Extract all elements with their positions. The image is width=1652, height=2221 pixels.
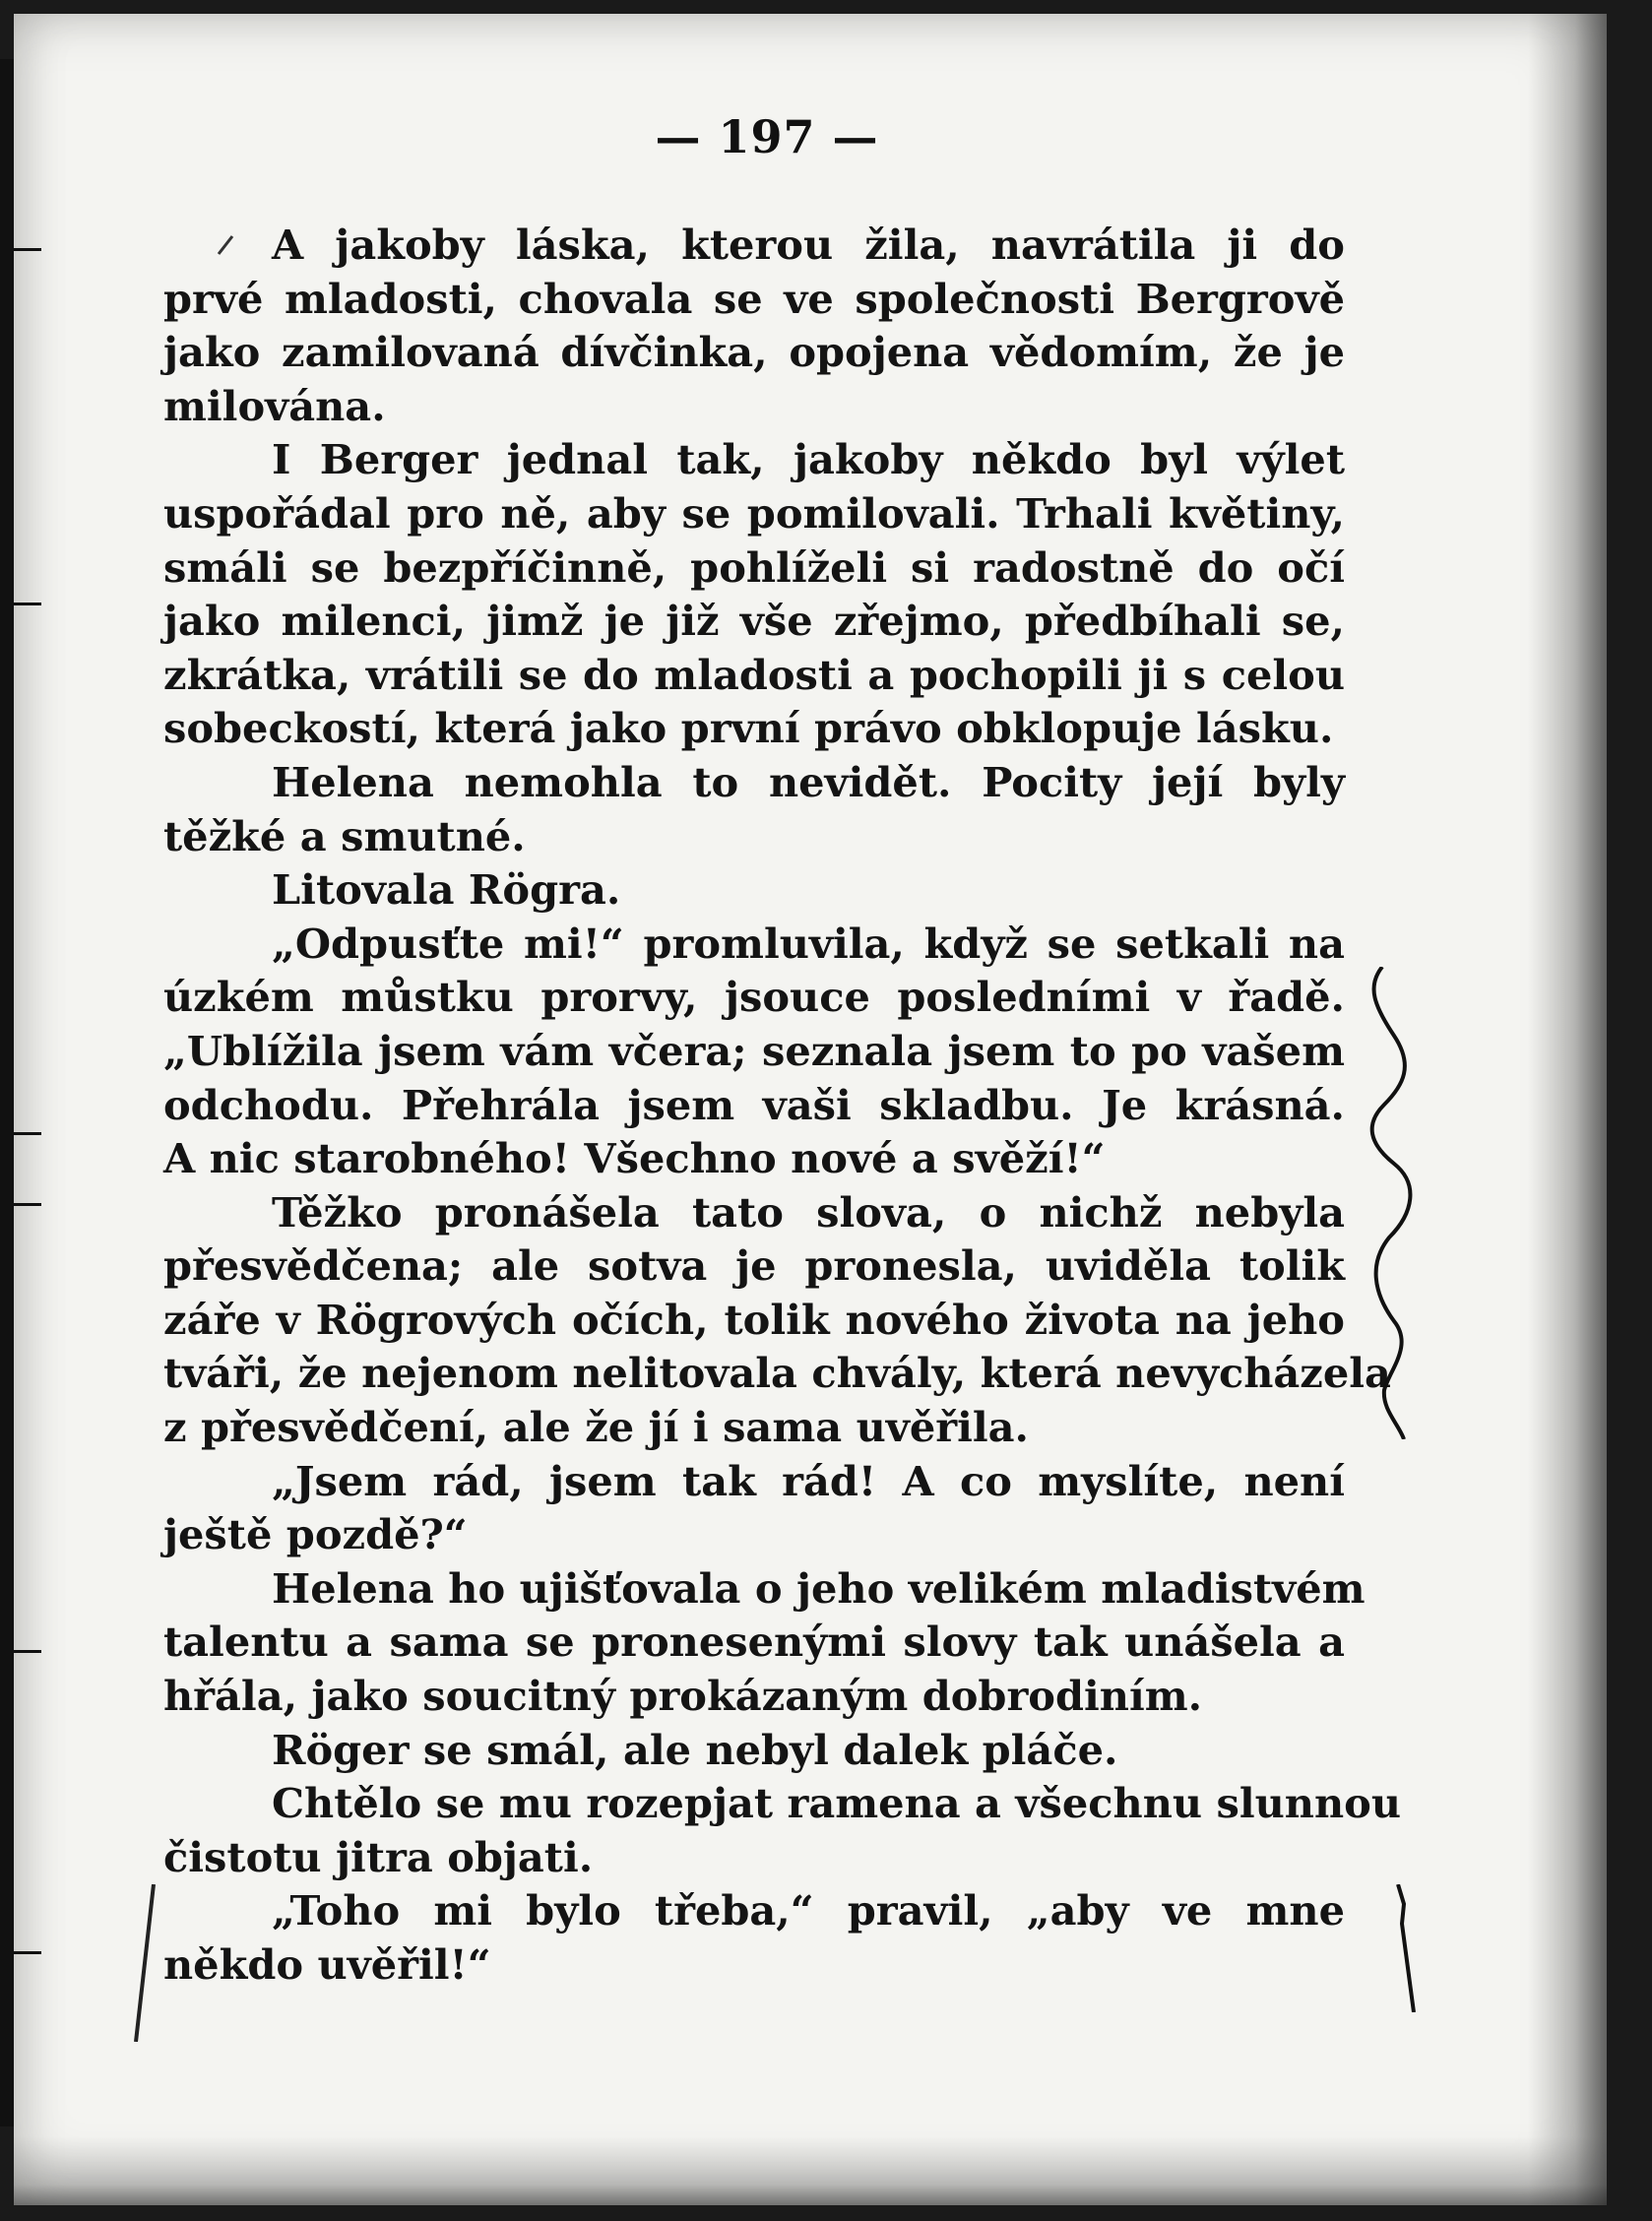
text-line: milována. xyxy=(163,381,386,430)
text-line: jako zamilovaná dívčinka, opojena vědomím, že je xyxy=(163,328,1345,377)
text-line: jako milenci, jimž je již vše zřejmo, předbíhali se, xyxy=(163,597,1345,646)
binding-tick xyxy=(0,1650,41,1653)
page-shadow-right xyxy=(1528,14,1607,2205)
binding-tick xyxy=(0,1951,41,1954)
body-text xyxy=(163,219,1402,1993)
text-line: „Toho mi bylo třeba,“ pravil, „aby ve mne xyxy=(272,1886,1345,1935)
text-line: z přesvědčení, ale že jí i sama uvěřila. xyxy=(163,1403,1029,1452)
binding-tick xyxy=(0,248,41,251)
binding-edge xyxy=(0,59,14,2126)
text-line: A nic starobného! Všechno nové a svěží!“ xyxy=(163,1134,1106,1183)
margin-line-left xyxy=(130,1884,159,2042)
text-line: Helena ho ujišťovala o jeho velikém mladistvém xyxy=(272,1563,1366,1613)
text-line: Litovala Rögra. xyxy=(272,865,621,915)
text-line: uspořádal pro ně, aby se pomilovali. Trhali květiny, xyxy=(163,488,1345,538)
text-line: těžké a smutné. xyxy=(163,811,526,860)
text-line: „Odpusťte mi!“ promluvila, když se setkali na xyxy=(272,919,1345,968)
text-line: ještě pozdě?“ xyxy=(163,1510,468,1559)
binding-tick xyxy=(0,603,41,605)
text-line: tváři, že nejenom nelitovala chvály, která nevycházela xyxy=(163,1349,1391,1398)
text-line: přesvědčena; ale sotva je pronesla, uviděla tolik xyxy=(163,1241,1345,1291)
text-line: „Jsem rád, jsem tak rád! A co myslíte, není xyxy=(272,1456,1345,1505)
text-line: sobeckostí, která jako první právo obklopuje lásku. xyxy=(163,704,1334,753)
text-line: zkrátka, vrátili se do mladosti a pochopili ji s celou xyxy=(163,650,1345,699)
text-line: Röger se smál, ale nebyl dalek pláče. xyxy=(272,1725,1118,1774)
binding-tick xyxy=(0,1203,41,1206)
text-line: „Ublížila jsem vám včera; seznala jsem to po vašem xyxy=(163,1026,1345,1075)
text-line: talentu a sama se pronesenými slovy tak unášela a xyxy=(163,1618,1345,1667)
text-line: I Berger jednal tak, jakoby někdo byl výlet xyxy=(272,435,1345,484)
text-line: hřála, jako soucitný prokázaným dobrodiním. xyxy=(163,1672,1203,1721)
page-shadow-bottom xyxy=(14,2136,1607,2205)
margin-brace-mark xyxy=(1365,967,1424,1439)
margin-tick-mark xyxy=(211,230,240,260)
text-line: smáli se bezpříčinně, pohlíželi si radostně do očí xyxy=(163,542,1345,592)
text-line: prvé mladosti, chovala se ve společnosti Bergrově xyxy=(163,274,1345,323)
text-line: Chtělo se mu rozepjat ramena a všechnu slunnou xyxy=(272,1779,1402,1828)
text-line: A jakoby láska, kterou žila, navrátila ji do xyxy=(272,221,1345,269)
text-line: Helena nemohla to nevidět. Pocity její byly xyxy=(272,757,1345,806)
text-line: záře v Rögrových očích, tolik nového života na jeho xyxy=(163,1295,1345,1344)
scanned-page xyxy=(14,14,1607,2205)
text-line: čistotu jitra objati. xyxy=(163,1832,594,1881)
margin-line-right xyxy=(1392,1884,1422,2012)
text-line: úzkém můstku prorvy, jsouce posledními v řadě. xyxy=(163,973,1345,1022)
page-number: — 197 — xyxy=(655,110,879,163)
text-line: někdo uvěřil!“ xyxy=(163,1940,491,1989)
text-line: odchodu. Přehrála jsem vaši skladbu. Je krásná. xyxy=(163,1080,1345,1129)
binding-tick xyxy=(0,1132,41,1135)
text-line: Těžko pronášela tato slova, o nichž nebyla xyxy=(272,1187,1345,1237)
